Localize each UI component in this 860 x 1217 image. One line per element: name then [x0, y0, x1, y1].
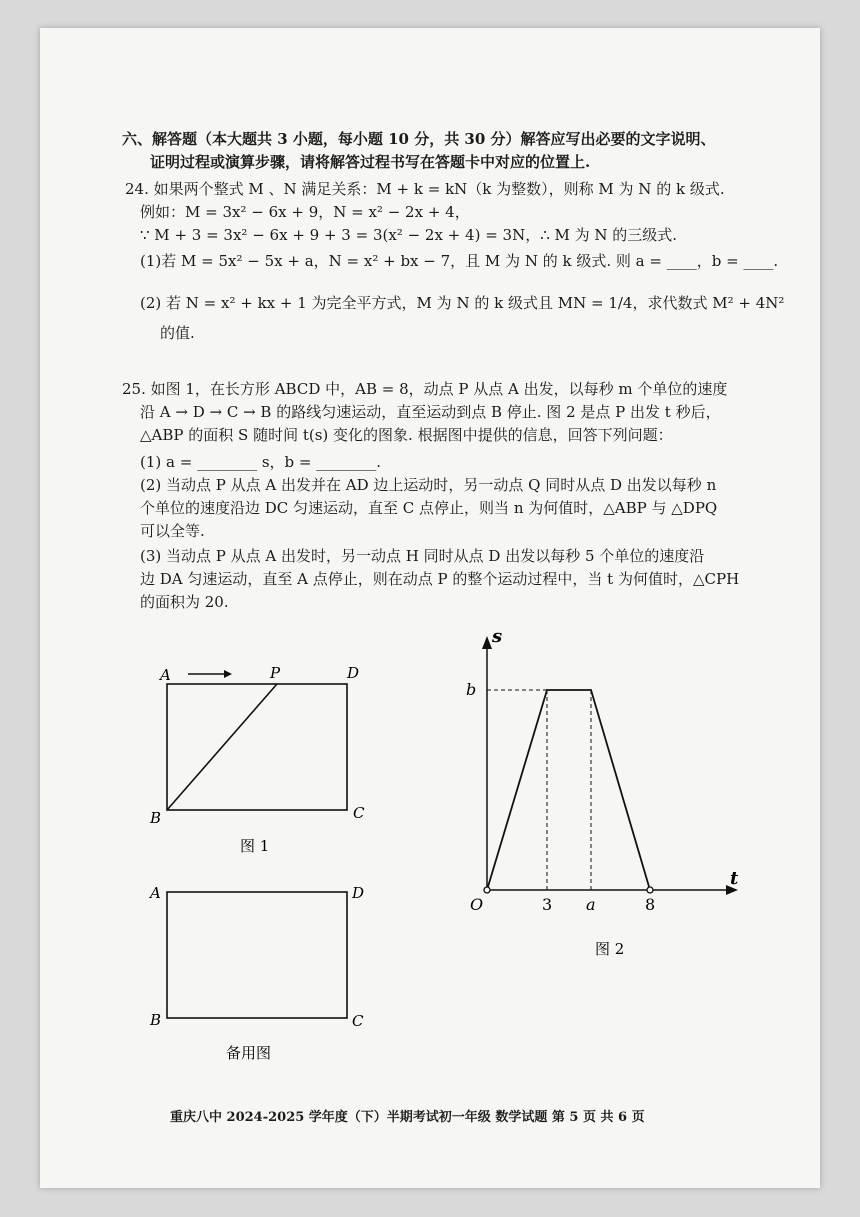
origin-point	[484, 887, 490, 893]
q25-line10: 的面积为 20.	[140, 593, 229, 611]
page-footer: 重庆八中 2024-2025 学年度（下）半期考试初一年级 数学试题 第 5 页 共 6 页	[170, 1110, 645, 1125]
s-axis-arrow	[482, 636, 492, 649]
s-t-curve	[487, 690, 650, 890]
spare-label-c: C	[352, 1012, 364, 1030]
spare-label-b: B	[150, 1011, 162, 1029]
q24-line5: (2) 若 N = x² + kx + 1 为完全平方式，M 为 N 的 k 级式且 MN = 1/4，求代数式 M² + 4N²	[140, 294, 785, 312]
q25-line1: 25. 如图 1，在长方形 ABCD 中，AB = 8，动点 P 从点 A 出发，以每秒 m 个单位的速度	[122, 380, 728, 398]
q24-line2: 例如：M = 3x² − 6x + 9，N = x² − 2x + 4，	[140, 203, 470, 221]
section-heading-line1: 六、解答题（本大题共 3 小题，每小题 10 分，共 30 分）解答应写出必要的文字说明、	[122, 130, 716, 148]
figure1-caption: 图 1	[240, 837, 270, 855]
figure1	[140, 658, 380, 858]
end-point	[647, 887, 653, 893]
tick-8: 8	[645, 895, 656, 914]
spare-label-d: D	[352, 884, 365, 902]
figure1-segment-bp	[167, 684, 277, 810]
q25-line4: (1) a = ________ s，b = ________.	[140, 453, 382, 471]
axis-label-s: s	[492, 626, 503, 647]
q25-line2: 沿 A → D → C → B 的路线匀速运动，直至运动到点 B 停止. 图 2 是点 P 出发 t 秒后，	[140, 403, 721, 421]
tick-a: a	[586, 895, 596, 914]
q25-line3: △ABP 的面积 S 随时间 t(s) 变化的图象. 根据图中提供的信息，回答下列问题：	[140, 426, 673, 444]
spare-label-a: A	[150, 884, 161, 902]
q24-line6: 的值.	[160, 324, 195, 342]
q25-line6: 个单位的速度沿边 DC 匀速运动，直至 C 点停止，则当 n 为何值时，△ABP 与 △DPQ	[140, 499, 718, 517]
figure1-label-a: A	[160, 666, 171, 684]
figure1-label-p: P	[270, 664, 281, 682]
figure1-label-d: D	[347, 664, 360, 682]
label-b: b	[466, 680, 477, 699]
exam-page	[40, 28, 820, 1188]
q25-line8: (3) 当动点 P 从点 A 出发时，另一动点 H 同时从点 D 出发以每秒 5 个单位的速度沿	[140, 547, 705, 565]
figure-spare	[140, 878, 380, 1068]
figure2-caption: 图 2	[595, 940, 625, 958]
figure1-arrow-head	[224, 670, 232, 678]
label-origin: O	[470, 895, 484, 914]
tick-3: 3	[542, 895, 553, 914]
figure2-graph	[440, 626, 740, 958]
figure1-rectangle	[167, 684, 347, 810]
q25-line7: 可以全等.	[140, 522, 205, 540]
figure1-label-b: B	[150, 809, 162, 827]
spare-caption: 备用图	[226, 1044, 272, 1062]
axis-label-t: t	[730, 868, 739, 889]
q24-line4: (1)若 M = 5x² − 5x + a，N = x² + bx − 7，且 M 为 N 的 k 级式. 则 a = ____，b = ____.	[140, 252, 779, 270]
q24-line3: ∵ M + 3 = 3x² − 6x + 9 + 3 = 3(x² − 2x + 4) = 3N，∴ M 为 N 的三级式.	[140, 226, 678, 244]
q25-line5: (2) 当动点 P 从点 A 出发并在 AD 边上运动时，另一动点 Q 同时从点 D 出发以每秒 n	[140, 476, 717, 494]
q24-line1: 24. 如果两个整式 M 、N 满足关系：M + k = kN（k 为整数），则称 M 为 N 的 k 级式.	[125, 180, 725, 198]
figure1-label-c: C	[353, 804, 365, 822]
spare-rectangle	[167, 892, 347, 1018]
q25-line9: 边 DA 匀速运动，直至 A 点停止，则在动点 P 的整个运动过程中，当 t 为何值时，△CPH	[140, 570, 740, 588]
section-heading-line2: 证明过程或演算步骤，请将解答过程书写在答题卡中对应的位置上.	[150, 153, 591, 171]
